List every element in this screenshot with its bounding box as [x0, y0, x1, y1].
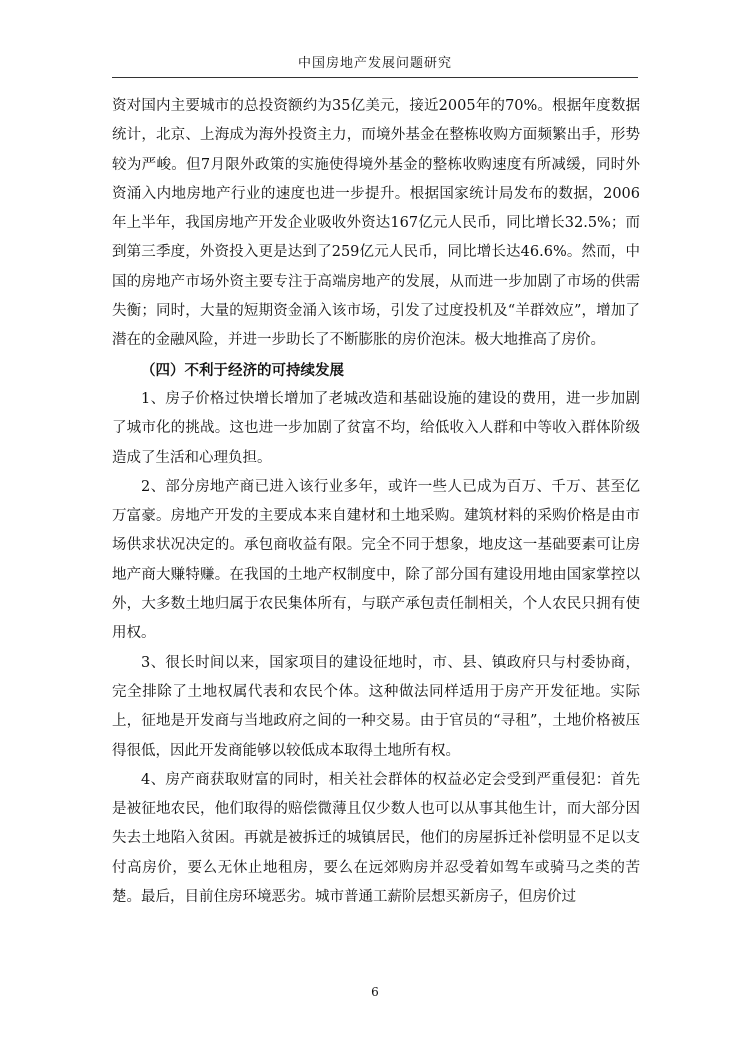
page-header-title: 中国房地产发展问题研究: [112, 52, 638, 78]
paragraph-foreign-investment: 资对国内主要城市的总投资额约为35亿美元，接近2005年的70%。根据年度数据统计，北京、上海成为海外投资主力，而境外基金在整栋收购方面频繁出手，形势较为严峻。但7月限外政策的实施使得境外基金的整栋收购速度有所减缓，同时外资涌入内地房地产行业的速度也进一步提升。根据国家统计局发布的数据，2006年上半年，我国房地产开发企业吸收外资达167亿元人民币，同比增长32.5%；而到第三季度，外资投入更是达到了259亿元人民币，同比增长达46.6%。然而，中国的房地产市场外资主要专注于高端房地产的发展，从而进一步加剧了市场的供需失衡；同时，大量的短期资金涌入该市场，引发了过度投机及“羊群效应”，增加了潜在的金融风险，并进一步助长了不断膨胀的房价泡沫。极大地推高了房价。: [112, 98, 640, 349]
paragraph-item-4: 4、房产商获取财富的同时，相关社会群体的权益必定会受到严重侵犯：首先是被征地农民，他们取得的赔偿微薄且仅少数人也可以从事其他生计，而大部分因失去土地陷入贫困。再就是被拆迁的城镇居民，他们的房屋拆迁补偿明显不足以支付高房价，要么无休止地租房，要么在远郊购房并忍受着如驾车或骑马之类的苦楚。最后，目前住房环境恶劣。城市普通工薪阶层想买新房子，但房价过: [112, 771, 640, 906]
page-number: 6: [371, 985, 379, 999]
paragraph-item-3: 3、很长时间以来，国家项目的建设征地时，市、县、镇政府只与村委协商，完全排除了土地权属代表和农民个体。这种做法同样适用于房产开发征地。实际上，征地是开发商与当地政府之间的一种交易。由于官员的“寻租”，土地价格被压得很低，因此开发商能够以较低成本取得土地所有权。: [112, 654, 640, 759]
paragraph-item-1: 1、房子价格过快增长增加了老城改造和基础设施的建设的费用，进一步加剧了城市化的挑战。这也进一步加剧了贫富不均，给低收入人群和中等收入群体阶级造成了生活和心理负担。: [112, 390, 640, 466]
section-heading: （四）不利于经济的可持续发展: [141, 361, 344, 379]
paragraph-item-2: 2、部分房地产商已进入该行业多年，或许一些人已成为百万、千万、甚至亿万富豪。房地产开发的主要成本来自建材和土地采购。建筑材料的采购价格是由市场供求状况决定的。承包商收益有限。完全不同于想象，地皮这一基础要素可让房地产商大赚特赚。在我国的土地产权制度中，除了部分国有建设用地由国家掌控以外，大多数土地归属于农民集体所有，与联产承包责任制相关，个人农民只拥有使用权。: [112, 478, 640, 642]
document-body: [112, 92, 640, 912]
